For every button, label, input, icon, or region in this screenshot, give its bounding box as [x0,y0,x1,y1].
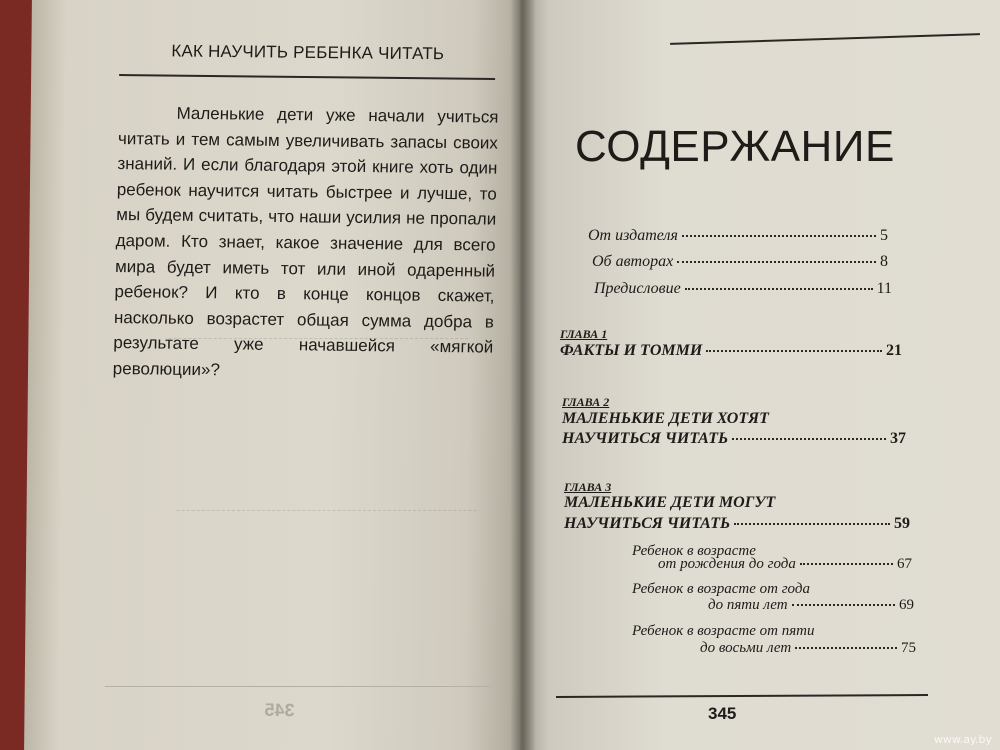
mirrored-folio [264,700,295,722]
subsection-line2: до пяти лет [708,597,788,613]
subsection-page: 67 [897,556,912,572]
toc-entry-chapter-1[interactable] [560,342,902,360]
chapter-2-title-line1: МАЛЕНЬКИЕ ДЕТИ ХОТЯТ [562,410,769,427]
chapter-page: 59 [894,515,910,532]
left-page [24,0,532,750]
right-page [520,0,1000,750]
open-book [28,0,1000,750]
chapter-title-line2: НАУЧИТЬСЯ ЧИТАТЬ [562,430,729,447]
footer-rule [105,686,491,687]
subsection-3-line1: Ребенок в возрасте от пяти [632,623,815,639]
chapter-page: 21 [886,342,902,359]
chapter-page: 37 [890,430,906,447]
dot-leader [792,604,895,606]
toc-entry-subsection-1[interactable] [658,556,912,573]
toc-entry-label: Об авторах [592,253,674,270]
watermark: www.ay.by [933,733,992,746]
dot-leader [682,235,876,237]
toc-entry-label: От издателя [588,227,678,244]
dot-leader [732,438,886,440]
toc-entry-page: 8 [880,253,888,270]
toc-entry-chapter-3[interactable] [564,515,910,533]
dot-leader [734,523,890,525]
toc-entry-page: 11 [876,280,892,297]
chapter-2-label: ГЛАВА 2 [562,395,610,409]
chapter-1-label: ГЛАВА 1 [560,327,608,341]
dot-leader [706,350,882,352]
folio-text: 345 [264,699,295,721]
paragraph: Маленькие дети уже начали учиться читать и тем самым увеличивать запасы своих знаний. И если благодаря этой книге хоть один ребенок научится читать быстрее и лучше, то мы будем считать, что наши усилия не пропали даром. Кто знает, какое значение для всего мира будет иметь тот или иной одаренный ребенок? И кто в конце концов скажет, насколько возрастет общая сумма добра в результате уже начавшейся «мягкой революции»? [112,103,499,380]
running-head: КАК НАУЧИТЬ РЕБЕНКА ЧИТАТЬ [171,41,445,64]
toc-entry-publisher[interactable] [588,227,888,245]
toc-entry-chapter-2[interactable] [562,430,906,448]
toc-entry-subsection-3[interactable] [700,640,916,657]
chapter-3-title-line1: МАЛЕНЬКИЕ ДЕТИ МОГУТ [564,494,776,511]
chapter-title: ФАКТЫ И ТОММИ [560,342,703,359]
book-gutter [510,0,536,750]
chapter-3-label: ГЛАВА 3 [564,480,612,494]
toc-entry-label: Предисловие [594,280,681,297]
toc-title: СОДЕРЖАНИЕ [575,122,895,171]
show-through-text [167,338,468,429]
page-number: 345 [708,704,737,723]
show-through-text [175,510,477,661]
dot-leader [677,261,876,263]
subsection-line2: до восьми лет [700,640,792,656]
subsection-page: 75 [901,640,916,656]
chapter-title-line2: НАУЧИТЬСЯ ЧИТАТЬ [564,515,731,532]
toc-entry-authors[interactable] [592,253,888,271]
dot-leader [800,563,893,565]
toc-entry-page: 5 [880,227,888,244]
subsection-2-line1: Ребенок в возрасте от года [632,581,810,597]
toc-entry-subsection-2[interactable] [708,597,914,614]
footer-rule [556,694,928,698]
toc-entry-preface[interactable] [594,280,892,298]
subsection-line2: от рождения до года [658,556,796,572]
dot-leader [685,288,873,290]
dot-leader [795,647,897,649]
subsection-page: 69 [899,597,914,613]
subsection-1-line1: Ребенок в возрасте [632,543,756,559]
top-rule [670,33,980,45]
header-rule [119,74,495,80]
